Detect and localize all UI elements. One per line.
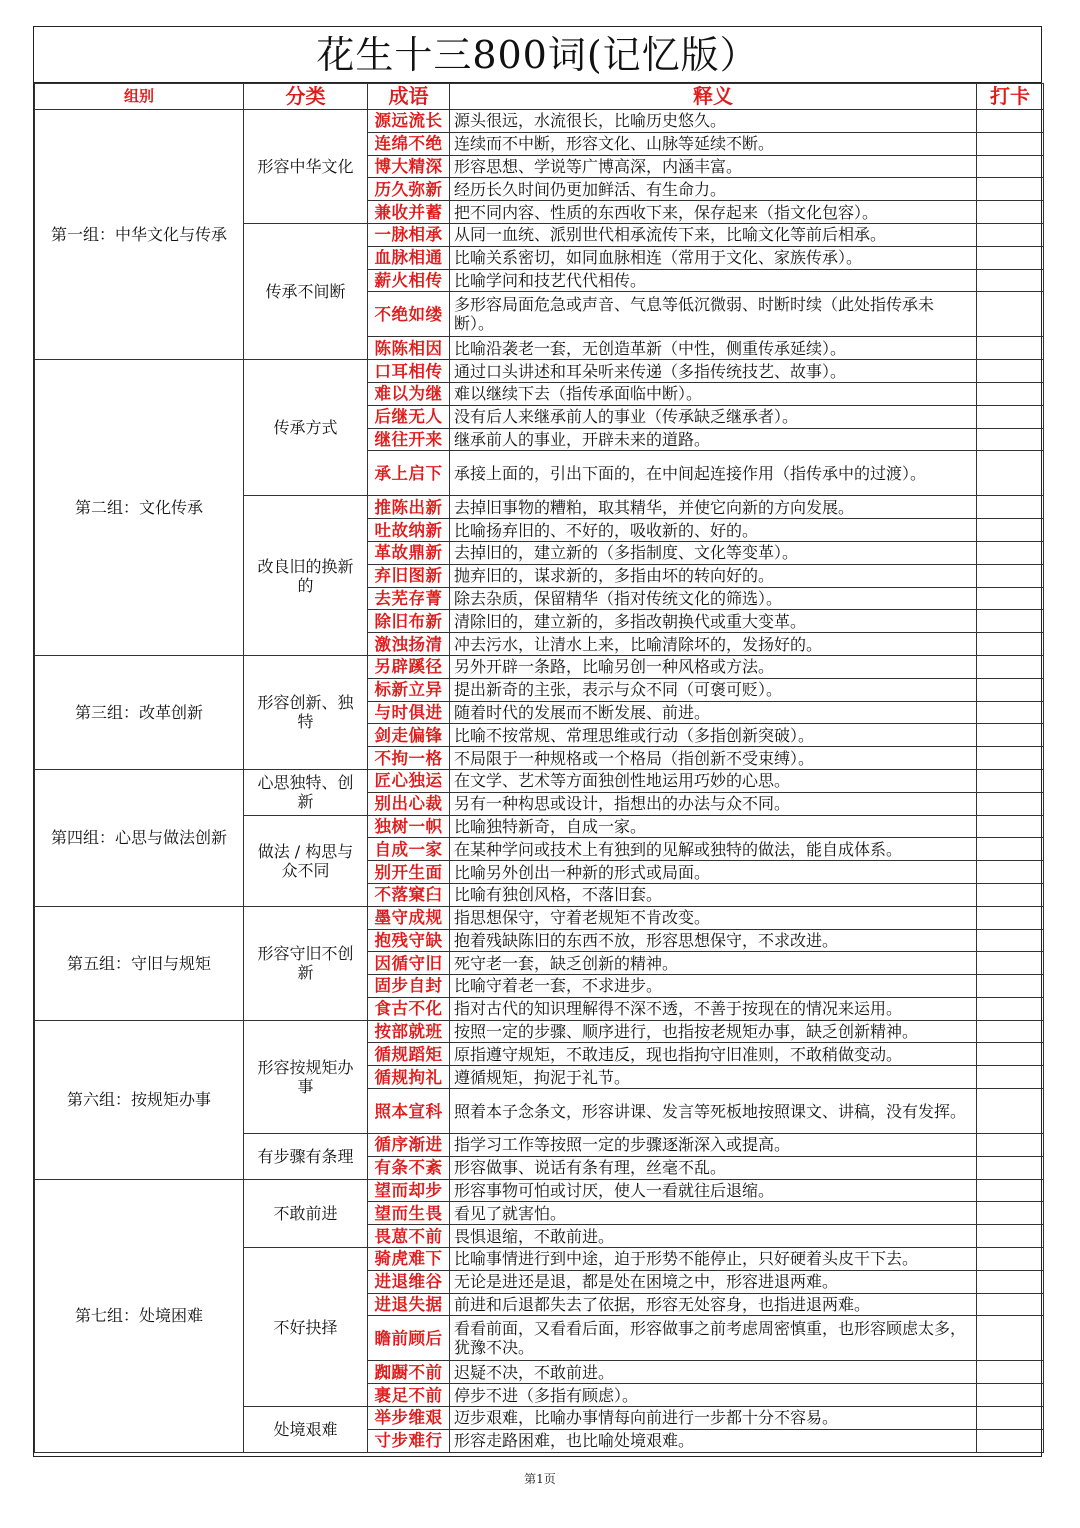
idiom-cell: 剑走偏锋 [368, 724, 450, 747]
group-name: 第三组：改革创新 [35, 655, 244, 769]
checkin-cell[interactable] [977, 428, 1044, 451]
idiom-cell: 兼收并蓄 [368, 201, 450, 224]
checkin-cell[interactable] [977, 724, 1044, 747]
checkin-cell[interactable] [977, 1316, 1044, 1361]
checkin-cell[interactable] [977, 1384, 1044, 1407]
checkin-cell[interactable] [977, 496, 1044, 519]
idiom-cell: 循序渐进 [368, 1134, 450, 1157]
idiom-cell: 激浊扬清 [368, 633, 450, 656]
idiom-cell: 推陈出新 [368, 496, 450, 519]
definition-cell: 比喻有独创风格，不落旧套。 [450, 883, 977, 906]
category-name: 不好抉择 [244, 1248, 368, 1407]
idiom-cell: 按部就班 [368, 1020, 450, 1043]
checkin-cell[interactable] [977, 815, 1044, 838]
table-row [35, 655, 1044, 678]
header-group: 组别 [35, 84, 244, 110]
definition-cell: 形容事物可怕或讨厌，使人一看就往后退缩。 [450, 1179, 977, 1202]
idiom-cell: 因循守旧 [368, 952, 450, 975]
category-name: 有步骤有条理 [244, 1134, 368, 1180]
table-row [35, 1179, 1044, 1202]
category-name: 不敢前进 [244, 1179, 368, 1247]
checkin-cell[interactable] [977, 610, 1044, 633]
definition-cell: 比喻事情进行到中途，迫于形势不能停止，只好硬着头皮干下去。 [450, 1248, 977, 1271]
table-row [35, 906, 1044, 929]
category-name: 传承方式 [244, 360, 368, 496]
category-name: 心思独特、创新 [244, 769, 368, 815]
table-row [35, 769, 1044, 792]
definition-cell: 不局限于一种规格或一个格局（指创新不受束缚）。 [450, 747, 977, 770]
definition-cell: 清除旧的，建立新的，多指改朝换代或重大变革。 [450, 610, 977, 633]
checkin-cell[interactable] [977, 541, 1044, 564]
checkin-cell[interactable] [977, 1225, 1044, 1248]
idiom-cell: 一脉相承 [368, 223, 450, 246]
checkin-cell[interactable] [977, 792, 1044, 815]
idiom-cell: 除旧布新 [368, 610, 450, 633]
definition-cell: 冲去污水，让清水上来，比喻清除坏的，发扬好的。 [450, 633, 977, 656]
idiom-cell: 进退维谷 [368, 1270, 450, 1293]
idiom-cell: 瞻前顾后 [368, 1316, 450, 1361]
idiom-cell: 骑虎难下 [368, 1248, 450, 1271]
idiom-cell: 陈陈相因 [368, 337, 450, 360]
table-row [35, 110, 1044, 133]
checkin-cell[interactable] [977, 861, 1044, 884]
definition-cell: 除去杂质，保留精华（指对传统文化的筛选）。 [450, 587, 977, 610]
idiom-cell: 自成一家 [368, 838, 450, 861]
idiom-cell: 墨守成规 [368, 906, 450, 929]
checkin-cell[interactable] [977, 155, 1044, 178]
checkin-cell[interactable] [977, 360, 1044, 383]
checkin-cell[interactable] [977, 178, 1044, 201]
definition-cell: 连续而不中断，形容文化、山脉等延续不断。 [450, 132, 977, 155]
checkin-cell[interactable] [977, 1156, 1044, 1179]
definition-cell: 比喻另外创出一种新的形式或局面。 [450, 861, 977, 884]
idiom-cell: 有条不紊 [368, 1156, 450, 1179]
definition-cell: 抛弃旧的，谋求新的，多指由坏的转向好的。 [450, 564, 977, 587]
definition-cell: 死守老一套，缺乏创新的精神。 [450, 952, 977, 975]
category-name: 处境艰难 [244, 1407, 368, 1453]
checkin-cell[interactable] [977, 223, 1044, 246]
definition-cell: 畏惧退缩，不敢前进。 [450, 1225, 977, 1248]
idiom-cell: 别开生面 [368, 861, 450, 884]
definition-cell: 抱着残缺陈旧的东西不放，形容思想保守，不求改进。 [450, 929, 977, 952]
checkin-cell[interactable] [977, 1429, 1044, 1452]
idiom-cell: 举步维艰 [368, 1407, 450, 1430]
definition-cell: 看看前面，又看看后面，形容做事之前考虑周密慎重，也形容顾虑太多，犹豫不决。 [450, 1316, 977, 1361]
idiom-cell: 望而却步 [368, 1179, 450, 1202]
idiom-cell: 口耳相传 [368, 360, 450, 383]
checkin-cell[interactable] [977, 655, 1044, 678]
header-row [35, 84, 1044, 110]
checkin-cell[interactable] [977, 975, 1044, 998]
definition-cell: 继承前人的事业，开辟未来的道路。 [450, 428, 977, 451]
checkin-cell[interactable] [977, 747, 1044, 770]
definition-cell: 原指遵守规矩，不敢违反，现也指拘守旧准则，不敢稍做变动。 [450, 1043, 977, 1066]
group-name: 第二组：文化传承 [35, 360, 244, 656]
category-name: 形容创新、独特 [244, 655, 368, 769]
checkin-cell[interactable] [977, 906, 1044, 929]
checkin-cell[interactable] [977, 292, 1044, 337]
checkin-cell[interactable] [977, 564, 1044, 587]
definition-cell: 指学习工作等按照一定的步骤逐渐深入或提高。 [450, 1134, 977, 1157]
idiom-cell: 裹足不前 [368, 1384, 450, 1407]
checkin-cell[interactable] [977, 337, 1044, 360]
definition-cell: 前进和后退都失去了依据，形容无处容身，也指进退两难。 [450, 1293, 977, 1316]
page-number: 第1页 [524, 1472, 556, 1486]
checkin-cell[interactable] [977, 201, 1044, 224]
checkin-cell[interactable] [977, 110, 1044, 133]
definition-cell: 比喻关系密切，如同血脉相连（常用于文化、家族传承）。 [450, 246, 977, 269]
checkin-cell[interactable] [977, 519, 1044, 542]
checkin-cell[interactable] [977, 587, 1044, 610]
idiom-cell: 博大精深 [368, 155, 450, 178]
definition-cell: 通过口头讲述和耳朵听来传递（多指传统技艺、故事）。 [450, 360, 977, 383]
definition-cell: 去掉旧事物的糟粕，取其精华，并使它向新的方向发展。 [450, 496, 977, 519]
idiom-cell: 薪火相传 [368, 269, 450, 292]
definition-cell: 在某种学问或技术上有独到的见解或独特的做法，能自成体系。 [450, 838, 977, 861]
idiom-cell: 吐故纳新 [368, 519, 450, 542]
checkin-cell[interactable] [977, 1043, 1044, 1066]
definition-cell: 指思想保守，守着老规矩不肯改变。 [450, 906, 977, 929]
idiom-cell: 寸步难行 [368, 1429, 450, 1452]
idiom-cell: 照本宣科 [368, 1089, 450, 1134]
definition-cell: 去掉旧的，建立新的（多指制度、文化等变革）。 [450, 541, 977, 564]
table-row [35, 1020, 1044, 1043]
header-category: 分类 [244, 84, 368, 110]
definition-cell: 形容做事、说话有条有理，丝毫不乱。 [450, 1156, 977, 1179]
idiom-cell: 不绝如缕 [368, 292, 450, 337]
checkin-cell[interactable] [977, 1179, 1044, 1202]
page-title: 花生十三800词(记忆版） [34, 27, 1041, 83]
checkin-cell[interactable] [977, 1134, 1044, 1157]
idiom-cell: 后继无人 [368, 405, 450, 428]
idiom-cell: 历久弥新 [368, 178, 450, 201]
definition-cell: 照着本子念条文，形容讲课、发言等死板地按照课文、讲稿，没有发挥。 [450, 1089, 977, 1134]
checkin-cell[interactable] [977, 269, 1044, 292]
checkin-cell[interactable] [977, 883, 1044, 906]
idiom-cell: 与时俱进 [368, 701, 450, 724]
checkin-cell[interactable] [977, 1202, 1044, 1225]
idiom-cell: 踟蹰不前 [368, 1361, 450, 1384]
definition-cell: 经历长久时间仍更加鲜活、有生命力。 [450, 178, 977, 201]
checkin-cell[interactable] [977, 1270, 1044, 1293]
definition-cell: 形容思想、学说等广博高深，内涵丰富。 [450, 155, 977, 178]
definition-cell: 形容走路困难，也比喻处境艰难。 [450, 1429, 977, 1452]
definition-cell: 比喻扬弃旧的、不好的，吸收新的、好的。 [450, 519, 977, 542]
idiom-cell: 独树一帜 [368, 815, 450, 838]
definition-cell: 比喻独特新奇，自成一家。 [450, 815, 977, 838]
definition-cell: 迟疑不决，不敢前进。 [450, 1361, 977, 1384]
idiom-cell: 抱残守缺 [368, 929, 450, 952]
definition-cell: 没有后人来继承前人的事业（传承缺乏继承者）。 [450, 405, 977, 428]
definition-cell: 源头很远，水流很长，比喻历史悠久。 [450, 110, 977, 133]
idiom-sheet [33, 26, 1042, 1457]
category-name: 形容守旧不创新 [244, 906, 368, 1020]
checkin-cell[interactable] [977, 929, 1044, 952]
group-name: 第四组：心思与做法创新 [35, 769, 244, 906]
checkin-cell[interactable] [977, 952, 1044, 975]
definition-cell: 比喻学问和技艺代代相传。 [450, 269, 977, 292]
checkin-cell[interactable] [977, 451, 1044, 496]
category-name: 做法 / 构思与众不同 [244, 815, 368, 906]
category-name: 形容中华文化 [244, 110, 368, 224]
definition-cell: 比喻沿袭老一套，无创造革新（中性，侧重传承延续）。 [450, 337, 977, 360]
definition-cell: 随着时代的发展而不断发展、前进。 [450, 701, 977, 724]
category-name: 改良旧的换新的 [244, 496, 368, 656]
checkin-cell[interactable] [977, 1248, 1044, 1271]
checkin-cell[interactable] [977, 1361, 1044, 1384]
idiom-cell: 去芜存菁 [368, 587, 450, 610]
definition-cell: 看见了就害怕。 [450, 1202, 977, 1225]
checkin-cell[interactable] [977, 701, 1044, 724]
idiom-cell: 循规蹈矩 [368, 1043, 450, 1066]
definition-cell: 指对古代的知识理解得不深不透，不善于按现在的情况来运用。 [450, 997, 977, 1020]
checkin-cell[interactable] [977, 769, 1044, 792]
group-name: 第六组：按规矩办事 [35, 1020, 244, 1179]
idiom-cell: 进退失据 [368, 1293, 450, 1316]
idiom-cell: 标新立异 [368, 678, 450, 701]
idiom-cell: 血脉相通 [368, 246, 450, 269]
idiom-cell: 别出心裁 [368, 792, 450, 815]
checkin-cell[interactable] [977, 633, 1044, 656]
idiom-cell: 源远流长 [368, 110, 450, 133]
definition-cell: 迈步艰难，比喻办事情每向前进行一步都十分不容易。 [450, 1407, 977, 1430]
idiom-table [34, 83, 1044, 1453]
definition-cell: 难以继续下去（指传承面临中断）。 [450, 382, 977, 405]
group-name: 第五组：守旧与规矩 [35, 906, 244, 1020]
checkin-cell[interactable] [977, 1020, 1044, 1043]
definition-cell: 提出新奇的主张，表示与众不同（可褒可贬）。 [450, 678, 977, 701]
checkin-cell[interactable] [977, 132, 1044, 155]
idiom-cell: 固步自封 [368, 975, 450, 998]
definition-cell: 比喻不按常规、常理思维或行动（多指创新突破）。 [450, 724, 977, 747]
idiom-cell: 不落窠臼 [368, 883, 450, 906]
definition-cell: 另外开辟一条路，比喻另创一种风格或方法。 [450, 655, 977, 678]
idiom-cell: 畏葸不前 [368, 1225, 450, 1248]
idiom-cell: 革故鼎新 [368, 541, 450, 564]
group-name: 第七组：处境困难 [35, 1179, 244, 1452]
header-checkin: 打卡 [977, 84, 1044, 110]
checkin-cell[interactable] [977, 246, 1044, 269]
category-name: 形容按规矩办事 [244, 1020, 368, 1133]
checkin-cell[interactable] [977, 1407, 1044, 1430]
idiom-cell: 循规拘礼 [368, 1066, 450, 1089]
definition-cell: 多形容局面危急或声音、气息等低沉微弱、时断时续（此处指传承未断）。 [450, 292, 977, 337]
idiom-cell: 匠心独运 [368, 769, 450, 792]
table-row [35, 360, 1044, 383]
definition-cell: 另有一种构思或设计，指想出的办法与众不同。 [450, 792, 977, 815]
checkin-cell[interactable] [977, 1293, 1044, 1316]
idiom-cell: 继往开来 [368, 428, 450, 451]
header-definition: 释义 [450, 84, 977, 110]
checkin-cell[interactable] [977, 997, 1044, 1020]
idiom-cell: 食古不化 [368, 997, 450, 1020]
category-name: 传承不间断 [244, 223, 368, 359]
group-name: 第一组：中华文化与传承 [35, 110, 244, 360]
definition-cell: 按照一定的步骤、顺序进行，也指按老规矩办事，缺乏创新精神。 [450, 1020, 977, 1043]
idiom-cell: 不拘一格 [368, 747, 450, 770]
definition-cell: 从同一血统、派别世代相承流传下来，比喻文化等前后相承。 [450, 223, 977, 246]
idiom-cell: 另辟蹊径 [368, 655, 450, 678]
checkin-cell[interactable] [977, 405, 1044, 428]
definition-cell: 在文学、艺术等方面独创性地运用巧妙的心思。 [450, 769, 977, 792]
definition-cell: 比喻守着老一套，不求进步。 [450, 975, 977, 998]
checkin-cell[interactable] [977, 1089, 1044, 1134]
idiom-cell: 承上启下 [368, 451, 450, 496]
checkin-cell[interactable] [977, 838, 1044, 861]
definition-cell: 停步不进（多指有顾虑）。 [450, 1384, 977, 1407]
table-body [35, 110, 1044, 1453]
definition-cell: 无论是进还是退，都是处在困境之中，形容进退两难。 [450, 1270, 977, 1293]
definition-cell: 遵循规矩，拘泥于礼节。 [450, 1066, 977, 1089]
idiom-cell: 望而生畏 [368, 1202, 450, 1225]
checkin-cell[interactable] [977, 1066, 1044, 1089]
idiom-cell: 连绵不绝 [368, 132, 450, 155]
definition-cell: 把不同内容、性质的东西收下来，保存起来（指文化包容）。 [450, 201, 977, 224]
header-idiom: 成语 [368, 84, 450, 110]
idiom-cell: 难以为继 [368, 382, 450, 405]
checkin-cell[interactable] [977, 382, 1044, 405]
idiom-cell: 弃旧图新 [368, 564, 450, 587]
definition-cell: 承接上面的，引出下面的，在中间起连接作用（指传承中的过渡）。 [450, 451, 977, 496]
checkin-cell[interactable] [977, 678, 1044, 701]
